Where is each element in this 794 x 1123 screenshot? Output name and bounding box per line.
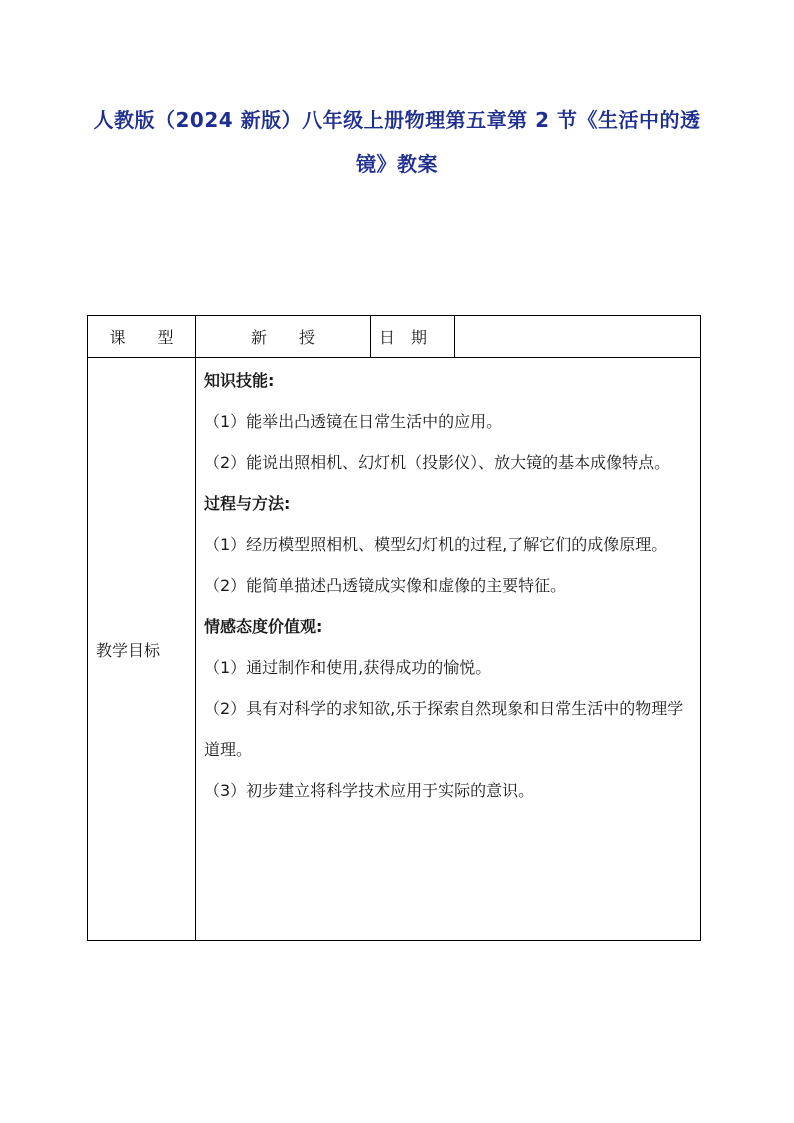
- goal-item: （3）初步建立将科学技术应用于实际的意识。: [204, 781, 535, 800]
- goals-row: [88, 358, 701, 941]
- date-value: [455, 316, 701, 358]
- goal-item: （2）能说出照相机、幻灯机（投影仪）、放大镜的基本成像特点。: [204, 453, 671, 472]
- lesson-plan-table: [87, 315, 701, 941]
- date-label: 日 期: [371, 316, 455, 358]
- goal-item: （1）经历模型照相机、模型幻灯机的过程,了解它们的成像原理。: [204, 535, 668, 554]
- section-heading-process: 过程与方法:: [204, 494, 291, 513]
- lesson-type-value: 新 授: [196, 316, 371, 358]
- teaching-goals-content: [196, 358, 701, 941]
- section-heading-attitude: 情感态度价值观:: [204, 617, 323, 636]
- header-row: [88, 316, 701, 358]
- goal-item: （1）能举出凸透镜在日常生活中的应用。: [204, 412, 503, 431]
- goal-item: （2）具有对科学的求知欲,乐于探索自然现象和日常生活中的物理学道理。: [204, 699, 684, 759]
- lesson-type-label: 课 型: [88, 316, 196, 358]
- goal-item: （1）通过制作和使用,获得成功的愉悦。: [204, 658, 492, 677]
- section-heading-knowledge: 知识技能:: [204, 371, 275, 390]
- page-title: 人教版（2024 新版）八年级上册物理第五章第 2 节《生活中的透镜》教案: [93, 108, 701, 176]
- goal-item: （2）能简单描述凸透镜成实像和虚像的主要特征。: [204, 576, 567, 595]
- teaching-goals-label: 教学目标: [88, 358, 196, 941]
